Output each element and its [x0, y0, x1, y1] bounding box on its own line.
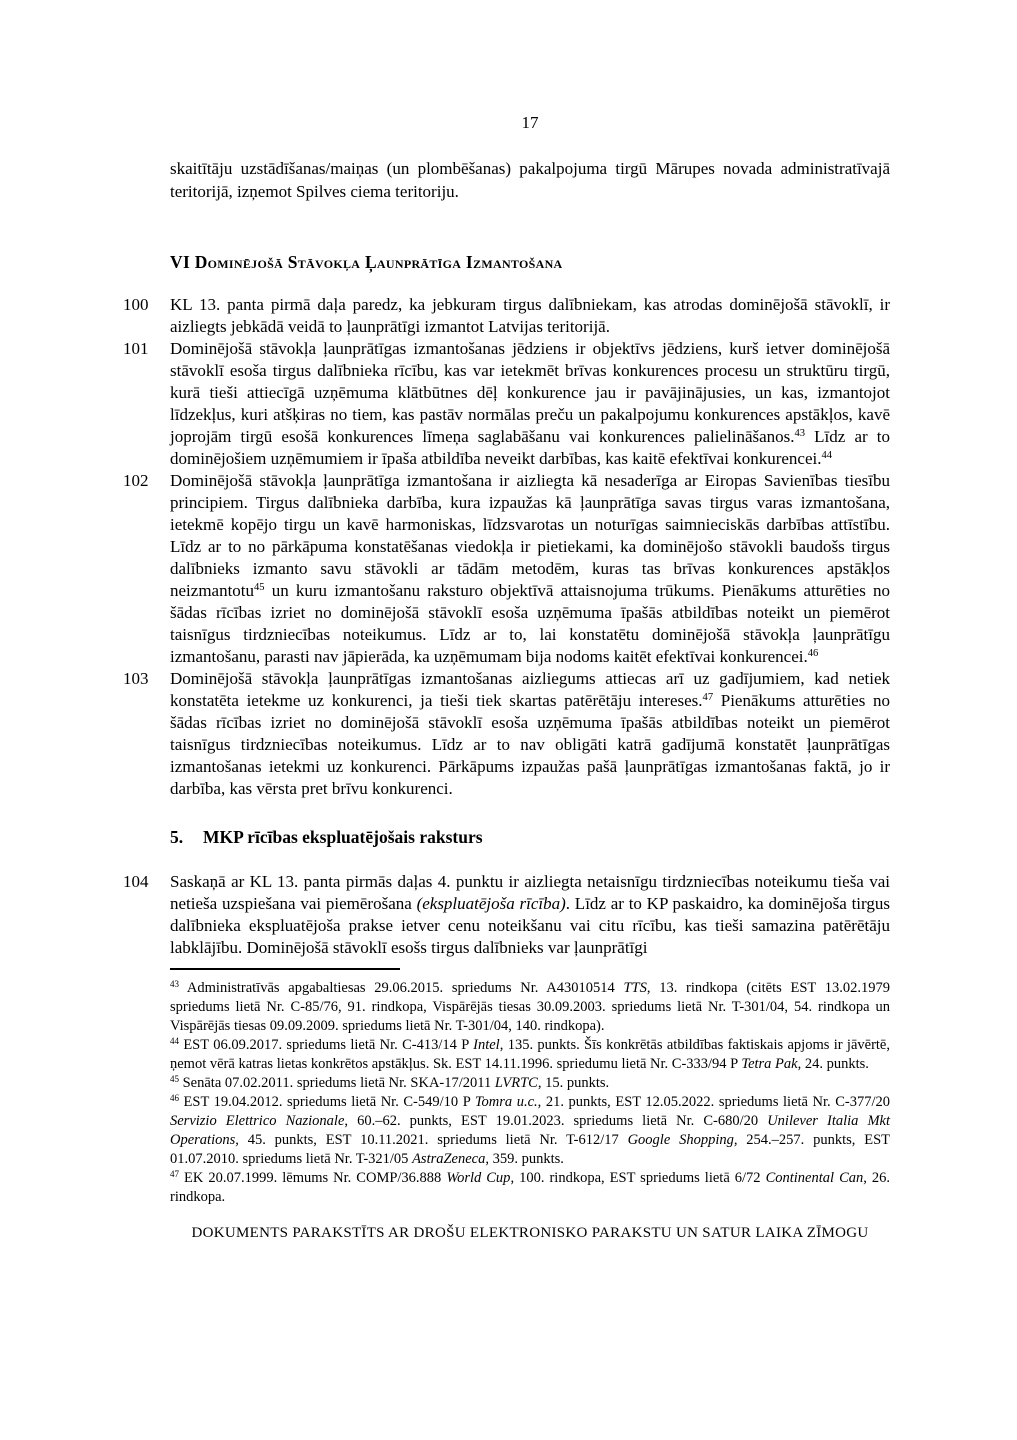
text-segment: Līdz ar to dominējošiem uzņēmumiem ir īpaša atbildība neveikt darbības, kas kaitē efektīvai konkurencei.: [170, 427, 890, 468]
footnote-number: 45: [170, 1074, 179, 1085]
text-segment: Senāta 07.02.2011. spriedums lietā Nr. SKA-17/2011: [178, 1075, 495, 1091]
text-segment: Dominējošā stāvokļa ļaunprātīga izmantošana ir aizliegta kā nesaderīga ar Eiropas Savienības tiesību principiem. Tirgus dalībnieka darbība, kura izpaužas kā ļaunprātīga savas tirgus varas izmantošana, ietekmē kopējo tirgu un kavē harmoniskas, līdzsvarotas un noturīgas saimnieciskās darbības attīstību. Līdz ar to no pārkāpuma konstatēšanas viedokļa ir pietiekami, ka dominējošo stāvokli baudošs tirgus dalībnieks izmanto savu stāvokli ar tādām metodēm, kuras tas brīvas konkurences apstākļos neizmantotu: [170, 471, 890, 600]
text-segment: EST 06.09.2017. spriedums lietā Nr. C-413/14 P: [178, 1037, 474, 1053]
text-segment: KL 13. panta pirmā daļa paredz, ka jebkuram tirgus dalībniekam, kas atrodas dominējošā stāvoklī, ir aizliegts jebkādā veidā to ļaunprātīgi izmantot Latvijas teritorijā.: [170, 295, 890, 336]
text-segment: 254.–257. punkts, EST 01.07.2010. spriedums lietā Nr. T-321/05: [170, 1132, 890, 1167]
text-segment: Tomra u.c.: [474, 1094, 538, 1110]
text-segment: , 135. punkts. Šīs konkrētās atbildības faktiskais apjoms ir jāvērtē, ņemot vērā katras lietas konkrētos apstākļus. Sk. EST 14.11.1996. spriedumu lietā Nr. C-333/94 P: [170, 1037, 890, 1072]
text-segment: Tetra Pak: [741, 1056, 798, 1072]
text-segment: LVRTC: [494, 1075, 538, 1091]
paragraph-number: 102: [123, 471, 149, 490]
text-segment: EST 19.04.2012. spriedums lietā Nr. C-549/10 P: [178, 1094, 475, 1110]
section-heading: VI Dominējošā Stāvokļa Ļaunprātīga Izmantošana: [170, 252, 563, 272]
text-segment: Saskaņā ar KL 13. panta pirmās daļas 4. punktu ir aizliegta netaisnīgu tirdzniecības noteikumu tieša vai netieša uzspiešana vai piemērošana: [170, 872, 890, 913]
text-segment: Servizio Elettrico Nazionale: [170, 1113, 345, 1129]
text-segment: . Līdz ar to KP paskaidro, ka dominējoša tirgus dalībnieka ekspluatējoša prakse ietver cenu noteikšanu vai citu rīcību, kas tieši samazina patērētāju labklājību. Dominējošā stāvoklī esošs tirgus dalībnieks var ļaunprātīgi: [170, 894, 890, 957]
text-segment: Unilever Italia Mkt Operations: [170, 1113, 891, 1148]
text-segment: , 100. rindkopa, EST spriedums lietā 6/72: [510, 1170, 766, 1186]
text-segment: TTS: [623, 980, 647, 996]
footnote-number: 47: [170, 1169, 179, 1180]
page-content: [123, 112, 891, 1243]
text-segment: Continental Can: [765, 1170, 864, 1186]
footnote-text: [179, 1075, 609, 1091]
paragraph-text: [170, 872, 890, 957]
paragraph-100: [123, 294, 890, 338]
subsection-title: MKP rīcības ekspluatējošais raksturs: [203, 827, 483, 847]
text-segment: AstraZeneca: [412, 1151, 486, 1167]
paragraph-103: [123, 668, 890, 800]
footnote-number: 44: [170, 1036, 179, 1047]
text-segment: , 15. punkts.: [537, 1075, 610, 1091]
paragraph-number: 104: [123, 872, 149, 891]
paragraph-text: [170, 339, 890, 468]
footnote-number: 43: [170, 979, 179, 990]
text-segment: Pienākums atturēties no šādas rīcības izriet no dominējošā stāvoklī esoša uzņēmuma īpašās atbildības noteikt un piemērot taisnīgus tirdzniecības noteikumus. Līdz ar to nav obligāti katrā gadījumā konstatēt ļaunprātīgas izmantošanas ietekmi uz konkurenci. Pārkāpums izpaužas pašā ļaunprātīgas izmantošanas faktā, jo ir darbība, kas vērsta pret brīvu konkurenci.: [170, 691, 890, 798]
text-segment: (ekspluatējoša rīcība): [416, 894, 566, 913]
text-segment: Intel: [473, 1037, 500, 1053]
text-segment: skaitītāju uzstādīšanas/maiņas (un plombēšanas) pakalpojuma tirgū Mārupes novada administratīvajā teritorijā, izņemot Spilves ciema teritoriju.: [170, 159, 890, 201]
text-segment: Dominējošā stāvokļa ļaunprātīgas izmantošanas aizliegums attiecas arī uz gadījumiem, kad netiek konstatēta ietekme uz konkurenci, ja tieši tiek skartas patērētāju intereses.: [170, 669, 890, 710]
footnote-44: [170, 1036, 890, 1074]
text-segment: EK 20.07.1999. lēmums Nr. COMP/36.888: [178, 1170, 447, 1186]
text-segment: 46: [807, 648, 819, 660]
footnote-text: [170, 1037, 890, 1072]
text-segment: 47: [702, 692, 714, 704]
paragraph-text: [170, 471, 890, 666]
footnote-46: [170, 1093, 890, 1169]
text-segment: 43: [794, 428, 806, 440]
text-segment: Dominējošā stāvokļa ļaunprātīgas izmantošanas jēdziens ir objektīvs jēdziens, kurš ietver dominējošā stāvoklī esoša tirgus dalībnieka rīcību, kas var ietekmēt brīvas konkurences procesu un struktūru tirgū, kurā tieši attiecīgā uzņēmuma klātbūtnes dēļ konkurence jau ir pavājinājusies, un kas, izmantojot līdzekļus, kuri atšķiras no tiem, kas pastāv normālas preču un pakalpojumu konkurences apstākļos, kavē joprojām tirgū esošā konkurences līmeņa saglabāšanu vai konkurences palielināšanos.: [170, 339, 890, 446]
footnote-47: [170, 1169, 890, 1207]
text-segment: , 26. rindkopa.: [170, 1170, 891, 1205]
numbered-paragraphs: [123, 294, 890, 959]
text-segment: , 45. punkts, EST 10.11.2021. spriedums lietā Nr. T-612/17: [235, 1132, 628, 1148]
subsection-number: 5.: [170, 827, 184, 847]
paragraph-number: 101: [123, 339, 149, 358]
signature-footer: DOKUMENTS PARAKSTĪTS AR DROŠU ELEKTRONISKO PARAKSTU UN SATUR LAIKA ZĪMOGU: [191, 1225, 869, 1241]
text-segment: , 24. punkts.: [797, 1056, 869, 1072]
page-number: 17: [521, 113, 539, 132]
text-segment: Google Shopping,: [627, 1132, 738, 1148]
footnote-43: [170, 979, 890, 1036]
footnote-45: [170, 1074, 890, 1093]
text-segment: , 21. punkts, EST 12.05.2022. spriedums lietā Nr. C-377/20: [537, 1094, 890, 1110]
text-segment: World Cup: [446, 1170, 511, 1186]
paragraph-text: [170, 669, 890, 798]
intro-paragraph: [170, 158, 890, 203]
text-segment: Administratīvās apgabaltiesas 29.06.2015. spriedums Nr. A43010514: [178, 980, 624, 996]
paragraph-101: [123, 338, 890, 470]
text-segment: , 359. punkts.: [485, 1151, 564, 1167]
text-segment: 44: [821, 450, 832, 462]
text-segment: 45: [254, 582, 265, 594]
footnote-text: [170, 1094, 890, 1167]
text-segment: , 13. rindkopa (citēts EST 13.02.1979 spriedums lietā Nr. C-85/76, 91. rindkopa, Vispārējās tiesas 30.09.2003. spriedums lietā Nr. T-301/04, 54. rindkopa un Vispārējās tiesas 09.09.2009. spriedums lietā Nr. T-301/04, 140. rindkopa).: [170, 980, 890, 1034]
footnote-number: 46: [170, 1093, 179, 1104]
text-segment: un kuru izmantošanu raksturo objektīvā attaisnojuma trūkums. Pienākums atturēties no šādas rīcības izriet no dominējošā stāvoklī esoša uzņēmuma īpašās atbildības noteikt un piemērot taisnīgus tirdzniecības noteikumus. Līdz ar to, lai konstatētu dominējošā stāvokļa ļaunprātīgu izmantošanu, parasti nav jāpierāda, ka uzņēmumam bija nodoms kaitēt efektīvai konkurencei.: [170, 581, 890, 666]
footnote-text: [170, 1170, 890, 1205]
paragraph-104: [123, 871, 890, 959]
subsection-heading: [170, 826, 890, 848]
paragraph-number: 100: [123, 295, 149, 314]
footnote-text: [170, 980, 890, 1034]
text-segment: , 60.–62. punkts, EST 19.01.2023. spriedums lietā Nr. C-680/20: [344, 1113, 768, 1129]
paragraph-102: [123, 470, 890, 668]
paragraph-text: [170, 295, 890, 336]
footnote-separator: [170, 968, 400, 970]
footnotes-section: [170, 979, 890, 1207]
paragraph-number: 103: [123, 669, 149, 688]
